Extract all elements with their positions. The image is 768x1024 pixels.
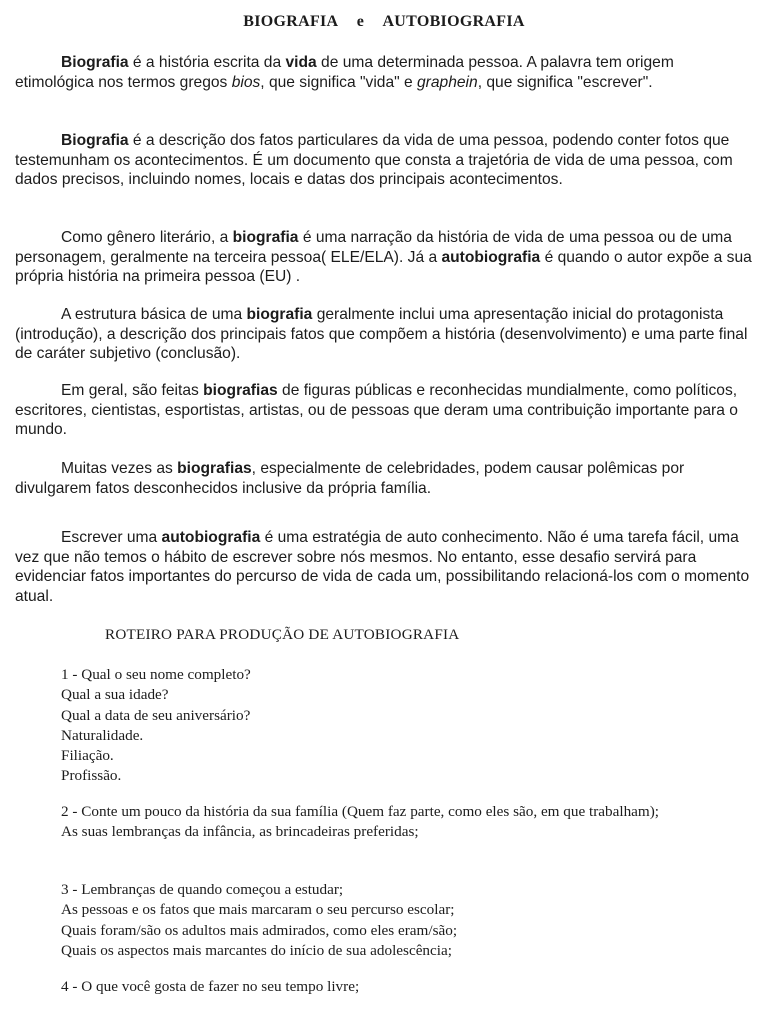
text-span: de uma determinada pessoa. A palavra tem origem etimológica nos termos gregos <box>15 54 674 91</box>
italic-term: bios <box>231 73 261 91</box>
bold-term: autobiografia <box>161 529 261 546</box>
roteiro-line: As pessoas e os fatos que mais marcaram o seu percurso escolar; <box>61 901 455 919</box>
roteiro-item-3 <box>61 880 741 961</box>
roteiro-item-1 <box>61 665 741 787</box>
text-span: é uma narração da história de vida de uma pessoa ou de uma personagem, geralmente na terceira pessoa( ELE/ELA). Já a <box>15 229 732 266</box>
roteiro-title: ROTEIRO PARA PRODUÇÃO DE AUTOBIOGRAFIA <box>105 626 460 643</box>
text-span: Muitas vezes as <box>61 460 178 477</box>
roteiro-line: 3 - Lembranças de quando começou a estudar; <box>61 881 344 898</box>
text-span: A estrutura básica de uma <box>61 306 247 323</box>
roteiro-line: Naturalidade. <box>61 726 144 744</box>
text-span: Como gênero literário, a <box>61 229 233 246</box>
bold-term: biografia <box>232 229 299 246</box>
roteiro-line: Quais os aspectos mais marcantes do início de sua adolescência; <box>61 941 452 959</box>
bold-term: biografia <box>246 306 313 323</box>
roteiro-line: Qual a sua idade? <box>61 686 169 704</box>
paragraph-biografia-definition <box>15 53 755 92</box>
title-left: BIOGRAFIA <box>243 13 339 30</box>
text-span: Em geral, são feitas <box>61 382 204 399</box>
title-conjunction: e <box>356 13 365 30</box>
roteiro-line: Qual a data de seu aniversário? <box>61 706 251 724</box>
roteiro-item-2 <box>61 802 741 843</box>
text-span: , especialmente de celebridades, podem causar polêmicas por divulgarem fatos desconhecidos inclusive da própria família. <box>15 460 685 497</box>
roteiro-line: Quais foram/são os adultos mais admirados, como eles eram/são; <box>61 921 458 939</box>
paragraph-public-figures <box>15 381 755 440</box>
text-span: de figuras públicas e reconhecidas mundialmente, como políticos, escritores, cientistas, esportistas, artistas, ou de pessoas que deram uma contribuição importante para o mundo. <box>15 382 738 439</box>
roteiro-line: 2 - Conte um pouco da história da sua família (Quem faz parte, como eles são, em que trabalham); <box>61 803 660 820</box>
roteiro-line: Profissão. <box>61 767 122 785</box>
bold-term: vida <box>285 54 317 71</box>
paragraph-writing-autobiography <box>15 528 755 606</box>
roteiro-line: 1 - Qual o seu nome completo? <box>61 666 251 683</box>
text-span: é a descrição dos fatos particulares da vida de uma pessoa, podendo conter fotos que testemunham os acontecimentos. É um documento que consta a trajetória de vida de uma pessoa, com dados precisos, incluindo nomes, locais e datas dos principais acontecimentos. <box>15 132 733 189</box>
roteiro-line: As suas lembranças da infância, as brincadeiras preferidas; <box>61 823 419 841</box>
roteiro-line: Filiação. <box>61 747 114 765</box>
italic-term: graphein <box>417 73 478 91</box>
text-span: é uma estratégia de auto conhecimento. Não é uma tarefa fácil, uma vez que não temos o hábito de escrever sobre nós mesmos. No entanto, esse desafio servirá para evidenciar fatos importantes do percurso de vida de cada um, possibilitando relacioná-los com o momento atual. <box>15 529 750 605</box>
roteiro-item-4 <box>61 977 741 997</box>
text-span: é a história escrita da <box>128 54 286 71</box>
bold-term: Biografia <box>61 54 129 71</box>
text-span: é quando o autor expõe a sua própria história na primeira pessoa (EU) . <box>15 248 752 286</box>
paragraph-structure <box>15 305 755 364</box>
paragraph-controversy <box>15 459 755 498</box>
bold-term: biografias <box>203 382 278 399</box>
text-span: , que significa "escrever". <box>477 73 653 91</box>
paragraph-literary-genre <box>15 228 755 287</box>
title-right: AUTOBIOGRAFIA <box>382 13 525 30</box>
paragraph-biografia-description <box>15 131 755 190</box>
text-span: Escrever uma <box>61 529 162 546</box>
bold-term: autobiografia <box>441 248 541 266</box>
bold-term: Biografia <box>61 132 129 149</box>
roteiro-line: 4 - O que você gosta de fazer no seu tempo livre; <box>61 978 360 995</box>
text-span: , que significa "vida" e <box>260 73 417 91</box>
document-title <box>0 13 768 31</box>
bold-term: biografias <box>177 460 252 477</box>
text-span: geralmente inclui uma apresentação inicial do protagonista (introdução), a descrição dos principais fatos que compõem a história (desenvolvimento) e uma parte final de caráter subjetivo (conclusão). <box>15 306 748 363</box>
